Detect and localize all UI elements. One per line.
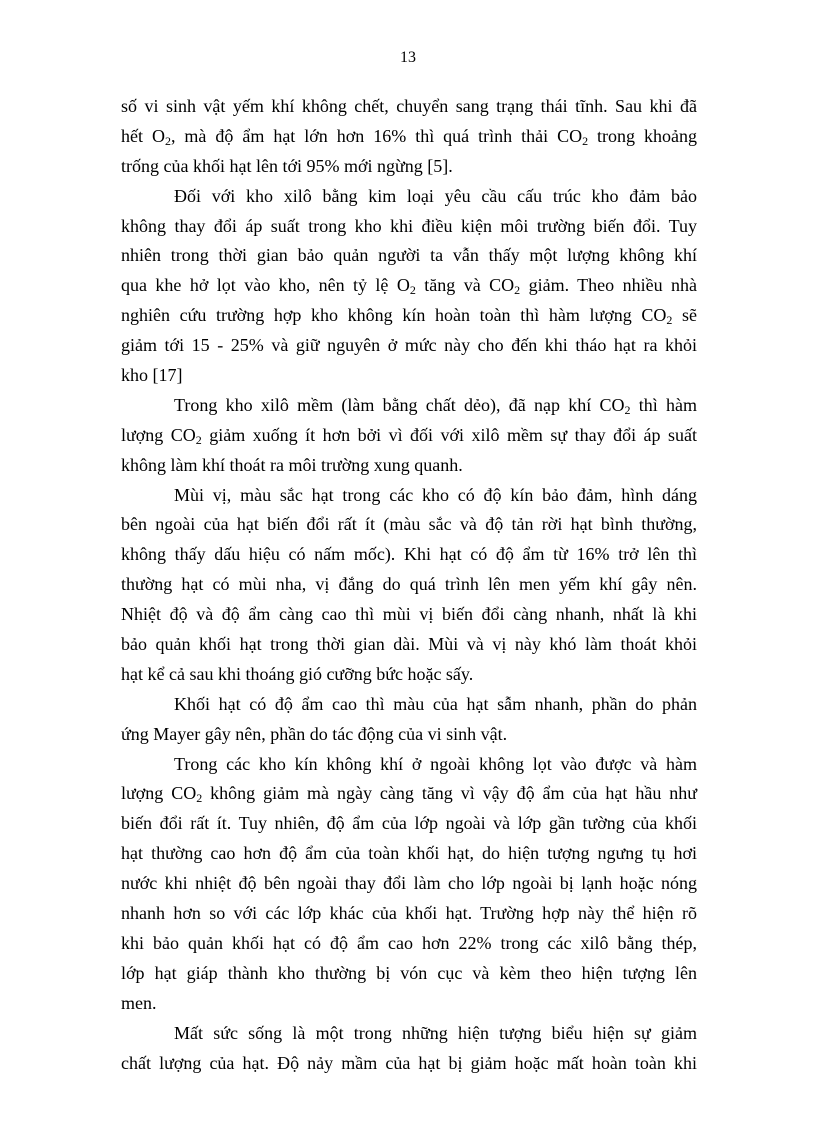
text-line: lượng $CO_2$ không giảm mà ngày càng tăng vì vậy độ ẩm của hạt hầu như xyxy=(121,783,698,806)
paragraph xyxy=(121,391,697,481)
text-line: hết $O_2$, mà độ ẩm hạt lớn hơn 16% thì quá trình thải $CO_2$ trong khoảng xyxy=(121,125,697,148)
paragraph xyxy=(121,750,697,1019)
paragraph xyxy=(121,1019,697,1079)
text-line: Trong các kho kín không khí ở ngoài không lọt vào được và hàm xyxy=(174,753,697,774)
text-line: Đối với kho xilô bằng kim loại yêu cầu cấu trúc kho đảm bảo xyxy=(174,185,697,206)
text-line: hạt kể cả sau khi thoáng gió cưỡng bức hoặc sấy. xyxy=(121,663,474,684)
text-line: hạt thường cao hơn độ ẩm của toàn khối hạt, do hiện tượng ngưng tụ hơi xyxy=(121,843,697,864)
text-line: bảo quản khối hạt trong thời gian dài. Mùi và vị này khó làm thoát khỏi xyxy=(121,634,697,655)
text-line: nghiên cứu trường hợp kho không kín hoàn toàn thì hàm lượng $CO_2$ sẽ xyxy=(121,305,698,328)
text-line: lớp hạt giáp thành kho thường bị vón cục và kèm theo hiện tượng lên xyxy=(121,962,697,983)
text-line: lượng $CO_2$ giảm xuống ít hơn bởi vì đối với xilô mềm sự thay đổi áp suất xyxy=(121,424,697,447)
text-line: Nhiệt độ và độ ẩm càng cao thì mùi vị biến đổi càng nhanh, nhất là khi xyxy=(121,604,697,625)
text-line: nhanh hơn so với các lớp khác của khối hạt. Trường hợp này thể hiện rõ xyxy=(121,903,697,924)
text-line: nhiên trong thời gian bảo quản người ta vẫn thấy một lượng không khí xyxy=(121,245,697,266)
text-line: chất lượng của hạt. Độ nảy mầm của hạt bị giảm hoặc mất hoàn toàn khi xyxy=(121,1052,697,1073)
text-line: không thay đổi áp suất trong kho khi điều kiện môi trường biến đổi. Tuy xyxy=(121,215,697,236)
text-line: Mùi vị, màu sắc hạt trong các kho có độ kín bảo đảm, hình dáng xyxy=(174,484,697,505)
text-line: ứng Mayer gây nên, phần do tác động của vi sinh vật. xyxy=(121,723,508,744)
paragraph xyxy=(121,690,697,750)
paragraph xyxy=(121,182,697,391)
text-line: men. xyxy=(121,992,157,1013)
text-line: Trong kho xilô mềm (làm bằng chất dẻo), đã nạp khí $CO_2$ thì hàm xyxy=(174,394,697,417)
text-line: biến đổi rất ít. Tuy nhiên, độ ẩm của lớp ngoài và lớp gần tường của khối xyxy=(121,813,697,834)
text-line: kho [17] xyxy=(121,365,183,386)
text-line: thường hạt có mùi nha, vị đắng do quá trình lên men yếm khí gây nên. xyxy=(121,574,697,595)
text-line: nước khi nhiệt độ bên ngoài thay đổi làm cho lớp ngoài bị lạnh hoặc nóng xyxy=(121,873,697,894)
text-line: bên ngoài của hạt biến đổi rất ít (màu sắc và độ tản rời hạt bình thường, xyxy=(121,514,697,535)
text-line: số vi sinh vật yếm khí không chết, chuyển sang trạng thái tĩnh. Sau khi đã xyxy=(121,96,697,116)
paragraph xyxy=(121,481,697,690)
text-line: Mất sức sống là một trong những hiện tượng biểu hiện sự giảm xyxy=(174,1022,697,1043)
text-line: Khối hạt có độ ẩm cao thì màu của hạt sẫm nhanh, phần do phản xyxy=(174,693,697,714)
text-line: trống của khối hạt lên tới 95% mới ngừng [5]. xyxy=(121,155,453,176)
text-line: không làm khí thoát ra môi trường xung quanh. xyxy=(121,454,463,475)
text-line: không thấy dấu hiệu có nấm mốc). Khi hạt có độ ẩm từ 16% trở lên thì xyxy=(121,544,697,565)
page-number: 13 xyxy=(400,49,416,66)
text-line: qua khe hở lọt vào kho, nên tỷ lệ $O_2$ tăng và $CO_2$ giảm. Theo nhiều nhà xyxy=(121,275,697,298)
text-line: khi bảo quản khối hạt có độ ẩm cao hơn 22% trong các xilô bằng thép, xyxy=(121,932,697,953)
text-line: giảm tới 15 - 25% và giữ nguyên ở mức này cho đến khi tháo hạt ra khỏi xyxy=(121,335,697,356)
paragraph xyxy=(121,92,697,182)
document-body xyxy=(121,92,697,1078)
